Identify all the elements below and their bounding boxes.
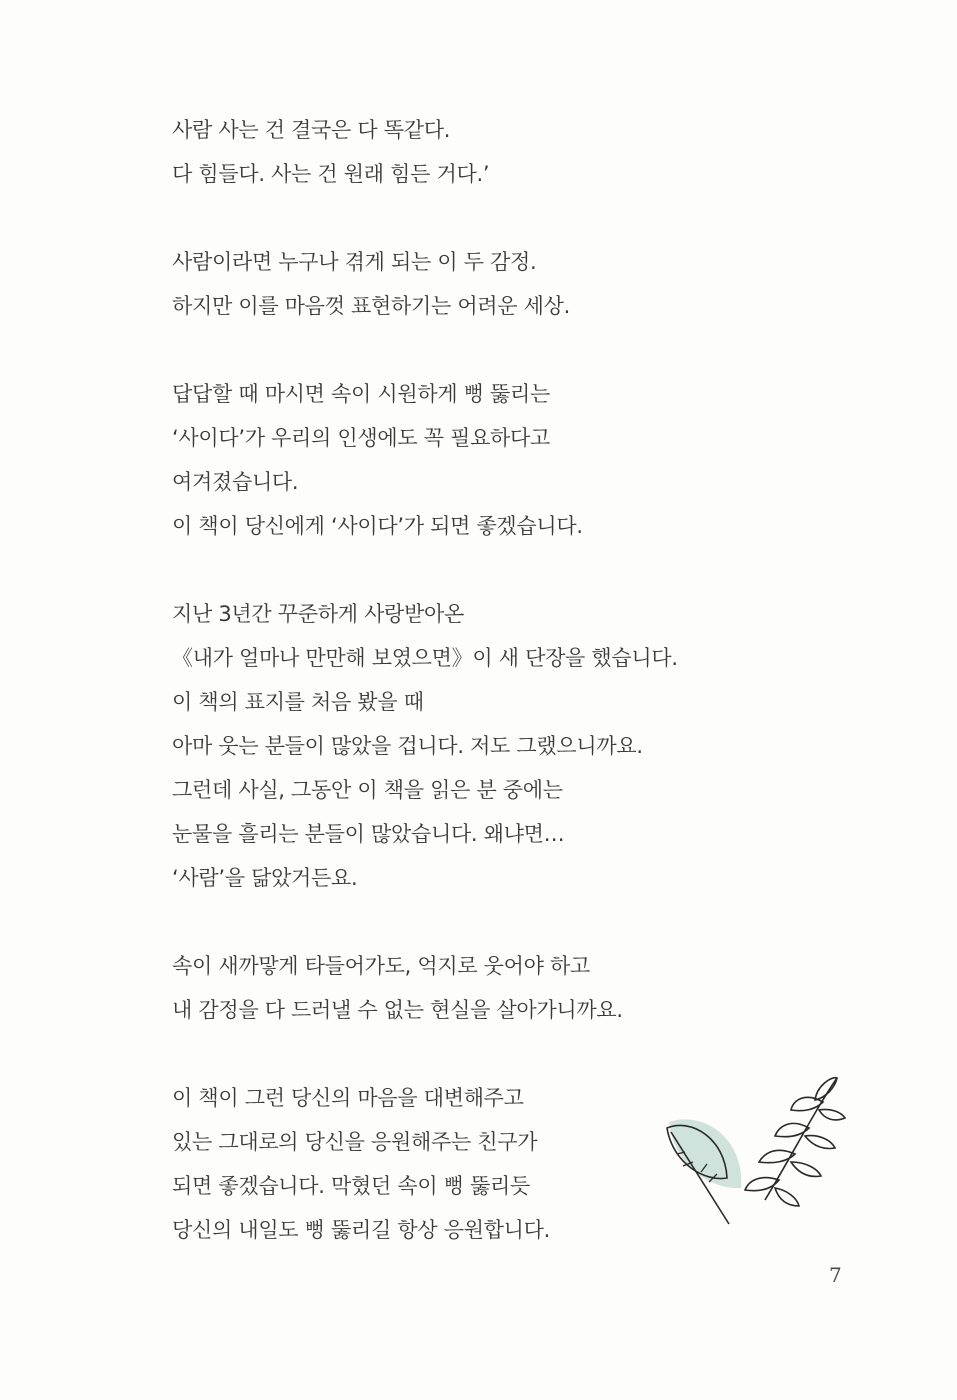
paragraph-4 — [172, 592, 872, 900]
leaf-branch-icon — [655, 1070, 855, 1235]
text-line: 있는 그대로의 당신을 응원해주는 친구가 — [172, 1130, 538, 1154]
text-line: 되면 좋겠습니다. 막혔던 속이 뻥 뚫리듯 — [172, 1174, 531, 1198]
text-line: 다 힘들다. 사는 건 원래 힘든 거다.’ — [172, 162, 490, 186]
text-line: 이 책이 그런 당신의 마음을 대변해주고 — [172, 1086, 524, 1110]
text-line: 그런데 사실, 그동안 이 책을 읽은 분 중에는 — [172, 778, 563, 802]
text-line: 내 감정을 다 드러낼 수 없는 현실을 살아가니까요. — [172, 998, 623, 1022]
single-leaf-icon — [667, 1119, 741, 1224]
text-line: 답답할 때 마시면 속이 시원하게 뻥 뚫리는 — [172, 382, 551, 406]
text-line: 사람이라면 누구나 겪게 되는 이 두 감정. — [172, 250, 537, 274]
text-line: 당신의 내일도 뻥 뚫리길 항상 응원합니다. — [172, 1218, 551, 1242]
page-number: 7 — [829, 1263, 842, 1287]
branch-icon — [745, 1078, 845, 1206]
text-line: 눈물을 흘리는 분들이 많았습니다. 왜냐면… — [172, 822, 565, 846]
paragraph-5 — [172, 944, 872, 1032]
text-line: 이 책의 표지를 처음 봤을 때 — [172, 690, 424, 714]
text-line: ‘사이다’가 우리의 인생에도 꼭 필요하다고 — [172, 426, 551, 450]
text-line: 하지만 이를 마음껏 표현하기는 어려운 세상. — [172, 294, 570, 318]
paragraph-3 — [172, 372, 872, 548]
text-line: 이 책이 당신에게 ‘사이다’가 되면 좋겠습니다. — [172, 514, 583, 538]
text-line: 《내가 얼마나 만만해 보였으면》이 새 단장을 했습니다. — [172, 646, 678, 670]
paragraph-2 — [172, 240, 872, 328]
text-line: ‘사람’을 닮았거든요. — [172, 866, 358, 890]
text-line: 아마 웃는 분들이 많았을 겁니다. 저도 그랬으니까요. — [172, 734, 643, 758]
text-line: 사람 사는 건 결국은 다 똑같다. — [172, 118, 451, 142]
text-line: 속이 새까맣게 타들어가도, 억지로 웃어야 하고 — [172, 954, 590, 978]
paragraph-1 — [172, 108, 872, 196]
text-line: 지난 3년간 꾸준하게 사랑받아온 — [172, 602, 465, 626]
text-line: 여겨졌습니다. — [172, 470, 299, 494]
